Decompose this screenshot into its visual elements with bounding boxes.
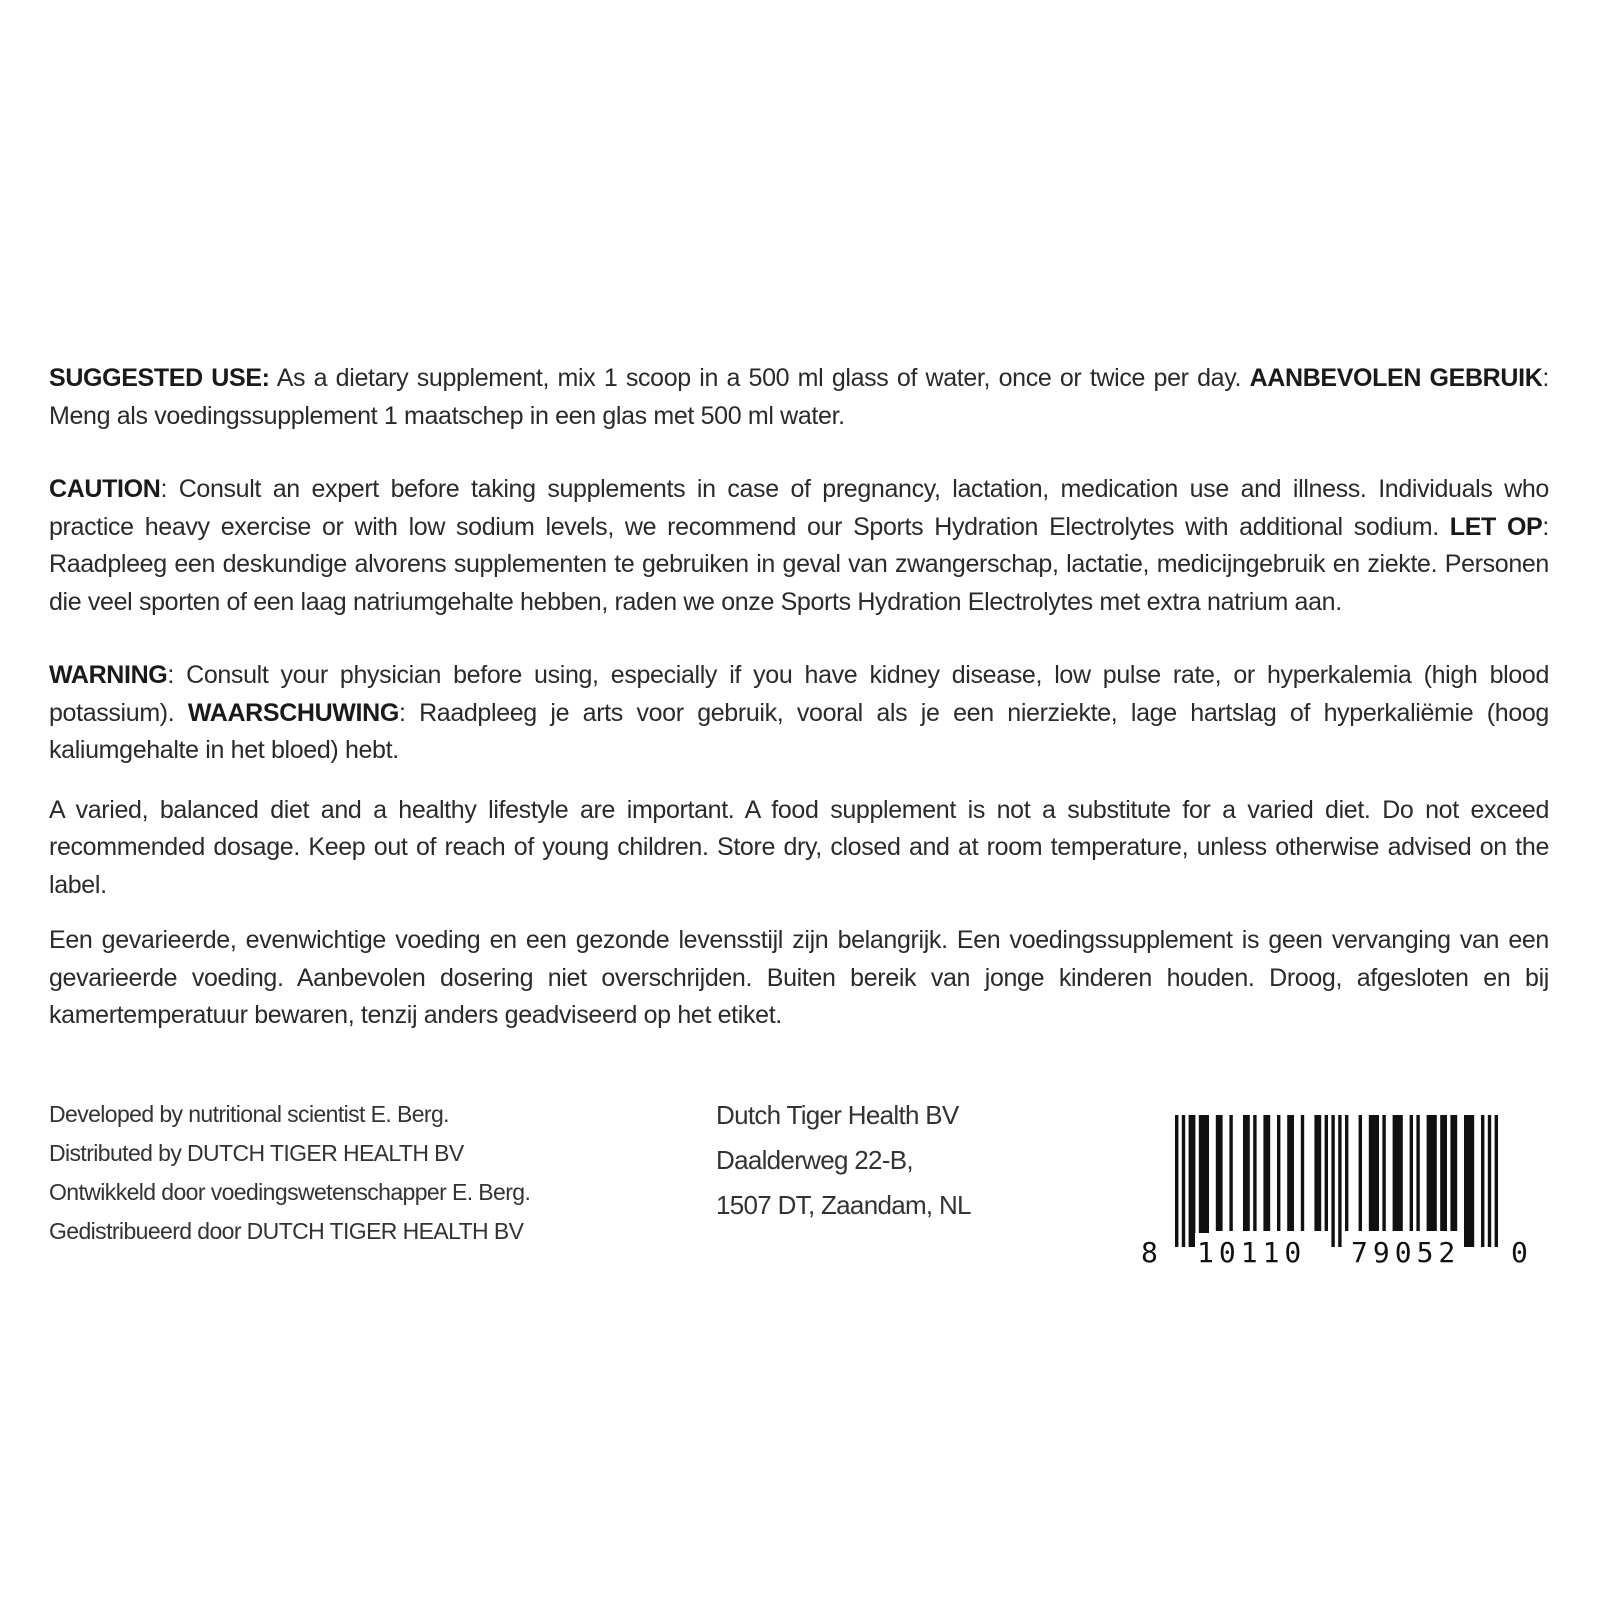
label-footer [49,1095,1549,1295]
suggested-use-paragraph [49,360,1549,435]
barcode-bar [1464,1115,1474,1247]
street-address: Daalderweg 22-B, [716,1145,913,1175]
credit-line: Distributed by DUTCH TIGER HEALTH BV [49,1140,464,1166]
company-address [716,1093,971,1228]
let-op-text: : Raadpleeg een deskundige alvorens supplementen te gebruiken in geval van zwangerschap, lactatie, medicijngebruik en ziekte. Personen die veel sporten of een laag natriumgehalte hebben, raden we onze Sports Hydration Electrolytes met extra natrium aan. [49,512,1549,616]
credit-line: Gedistribueerd door DUTCH TIGER HEALTH BV [49,1218,524,1244]
barcode-bar [1393,1115,1403,1231]
label-text [49,360,1549,1035]
barcode-bar [1175,1115,1178,1247]
barcode-bar [1488,1115,1491,1247]
barcode-bar [1243,1115,1250,1231]
barcode-bar [1416,1115,1419,1231]
caution-label: CAUTION [49,475,161,503]
barcode-bar [1253,1115,1256,1231]
barcode-digits-right: 79052 [1349,1233,1462,1273]
barcode-bar [1189,1115,1196,1247]
warning-label: WARNING [49,661,168,689]
barcode-bar [1314,1115,1321,1231]
barcode-bar [1182,1115,1185,1247]
barcode-bar [1331,1115,1334,1247]
barcode-bar [1481,1115,1484,1247]
credits-block [49,1095,530,1251]
caution-paragraph [49,471,1549,621]
barcode-bar [1338,1115,1341,1247]
barcode-bar [1410,1115,1413,1231]
barcode-bar [1199,1115,1209,1247]
suggested-use-text: As a dietary supplement, mix 1 scoop in a 500 ml glass of water, once or twice per day. [269,364,1250,392]
barcode-bar [1301,1115,1304,1231]
barcode [1139,1115,1534,1275]
barcode-bar [1359,1115,1362,1231]
warning-text: : Consult your physician before using, especially if you have kidney disease, low pulse rate, or hyperkalemia (high blood potassium). [49,661,1549,727]
warning-paragraph [49,657,1549,770]
general-advice-nl: Een gevarieerde, evenwichtige voeding en een gezonde levensstijl zijn belangrijk. Een voedingssupplement is geen vervanging van een gevarieerde voeding. Aanbevolen dosering niet overschrijden. Buiten bereik van jonge kinderen houden. Droog, afgesloten en bij kamertemperatuur bewaren, tenzij anders geadviseerd op het etiket. [49,926,1549,1029]
barcode-number [1139,1233,1534,1273]
barcode-bar [1369,1115,1379,1231]
barcode-bar [1277,1115,1280,1231]
credit-line: Ontwikkeld door voedingswetenschapper E. Berg. [49,1179,531,1205]
aanbevolen-gebruik-label: AANBEVOLEN GEBRUIK [1249,364,1543,392]
barcode-digit-system: 8 [1139,1233,1160,1273]
let-op-label: LET OP [1449,512,1543,541]
barcode-digit-check: 0 [1509,1233,1530,1273]
barcode-digits-left: 10110 [1195,1233,1308,1273]
barcode-bar [1382,1115,1385,1231]
barcode-bar [1263,1115,1270,1231]
barcode-bar [1216,1115,1223,1231]
barcode-bar [1427,1115,1437,1231]
suggested-use-label: SUGGESTED USE: [49,364,270,392]
waarschuwing-label: WAARSCHUWING [187,698,399,727]
barcode-bar [1440,1115,1447,1231]
credit-line: Developed by nutritional scientist E. Berg. [49,1101,449,1127]
barcode-bar [1325,1115,1328,1231]
postal-city: 1507 DT, Zaandam, NL [716,1190,971,1220]
general-advice-en: A varied, balanced diet and a healthy lifestyle are important. A food supplement is not a substitute for a varied diet. Do not exceed recommended dosage. Keep out of reach of young children. Store dry, closed and at room temperature, unless otherwise advised on the label. [49,795,1549,899]
company-name: Dutch Tiger Health BV [716,1100,959,1130]
barcode-bar [1229,1115,1232,1231]
aanbevolen-gebruik-text: : Meng als voedingssupplement 1 maatschep in een glas met 500 ml water. [49,364,1550,430]
barcode-bar [1495,1115,1498,1247]
barcode-bar [1345,1115,1348,1231]
barcode-bar [1450,1115,1457,1231]
waarschuwing-text: : Raadpleeg je arts voor gebruik, vooral als je een nierziekte, lage hartslag of hyperkaliëmie (hoog kaliumgehalte in het bloed) hebt. [49,698,1549,764]
barcode-bar [1287,1115,1294,1231]
caution-text: : Consult an expert before taking supplements in case of pregnancy, lactation, medication use and illness. Individuals who practice heavy exercise or with low sodium levels, we recommend our Sports Hydration Electrolytes with additional sodium. [49,475,1549,541]
